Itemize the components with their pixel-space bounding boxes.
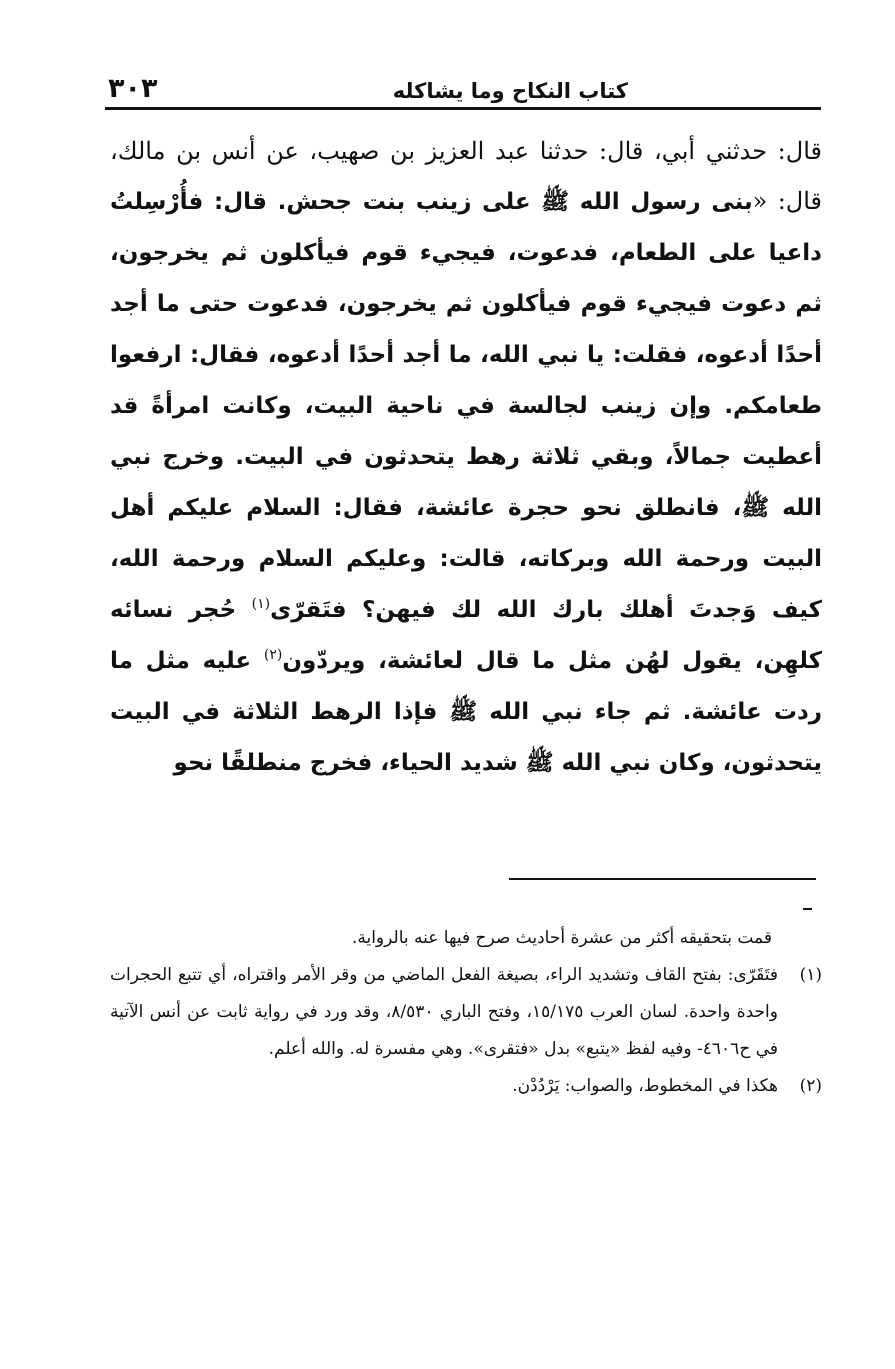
main-text-block	[110, 126, 822, 788]
footnote-reference-1[interactable]: (١)	[251, 596, 271, 612]
footnotes-block	[110, 920, 822, 1105]
footnote-separator-rule	[509, 878, 816, 880]
running-header-title: كتاب النكاح وما يشاكله	[392, 79, 628, 103]
header-rule	[105, 107, 821, 110]
footnote-number-1: (١)	[799, 965, 822, 985]
hadith-text-part-3: عليه مثل ما ردت عائشة. ثم جاء نبي الله ﷺ فإذا الرهط الثلاثة في البيت يتحدثون، وكان نبي الله ﷺ شديد الحياء، فخرج منطلقًا نحو	[110, 648, 822, 776]
hadith-text-part-2: حُجر نسائه كلهِن، يقول لهُن مثل ما قال لعائشة، ويردّون	[110, 597, 822, 674]
page-number: ٣٠٣	[108, 73, 158, 104]
footnote-1	[110, 957, 822, 1068]
footnote-text-1: فتَقَرّى: بفتح القاف وتشديد الراء، بصيغة الفعل الماضي من وقر الأمر واقتراه، أي تتبع الحجرات واحدة واحدة. لسان العرب ١٥/١٧٥، وفتح الباري ٨/٥٣٠، وقد ورد في رواية ثابت عن أنس الآتية في ح٤٦٠٦- وفيه لفظ «يتبع» بدل «فتقرى». وهي مفسرة له. والله أعلم.	[110, 965, 778, 1059]
footnote-2	[110, 1068, 822, 1105]
footnote-text-2: هكذا في المخطوط، والصواب: يَرْدُدْن.	[512, 1076, 778, 1096]
isnad-text: قال: حدثني أبي، قال: حدثنا عبد العزيز بن صهيب، عن أنس بن مالك، قال: «	[110, 137, 823, 215]
footnote-continuation-mark	[803, 908, 812, 910]
running-header	[108, 62, 818, 102]
footnote-continuation: قمت بتحقيقه أكثر من عشرة أحاديث صرح فيها عنه بالرواية.	[351, 928, 772, 948]
hadith-paragraph	[110, 126, 822, 788]
footnote-reference-2[interactable]: (٢)	[263, 647, 283, 663]
hadith-text-part-1: بنى رسول الله ﷺ على زينب بنت جحش. قال: فأُرْسِلتُ داعيا على الطعام، فدعوت، فيجيء قوم فيأكلون ثم يخرجون، ثم دعوت فيجيء قوم فيأكلون ثم يخرجون، فدعوت حتى ما أجد أحدًا أدعوه، فقلت: يا نبي الله، ما أجد أحدًا أدعوه، فقال: ارفعوا طعامكم. وإن زينب لجالسة في ناحية البيت، وكانت امرأةً قد أعطيت جمالاً، وبقي ثلاثة رهط يتحدثون في البيت. وخرج نبي الله ﷺ، فانطلق نحو حجرة عائشة، فقال: السلام عليكم أهل البيت ورحمة الله وبركاته، قالت: وعليكم السلام ورحمة الله، كيف وَجدتَ أهلك بارك الله لك فيهن؟ فتَقرّى	[110, 189, 822, 623]
footnote-number-2: (٢)	[799, 1076, 822, 1096]
